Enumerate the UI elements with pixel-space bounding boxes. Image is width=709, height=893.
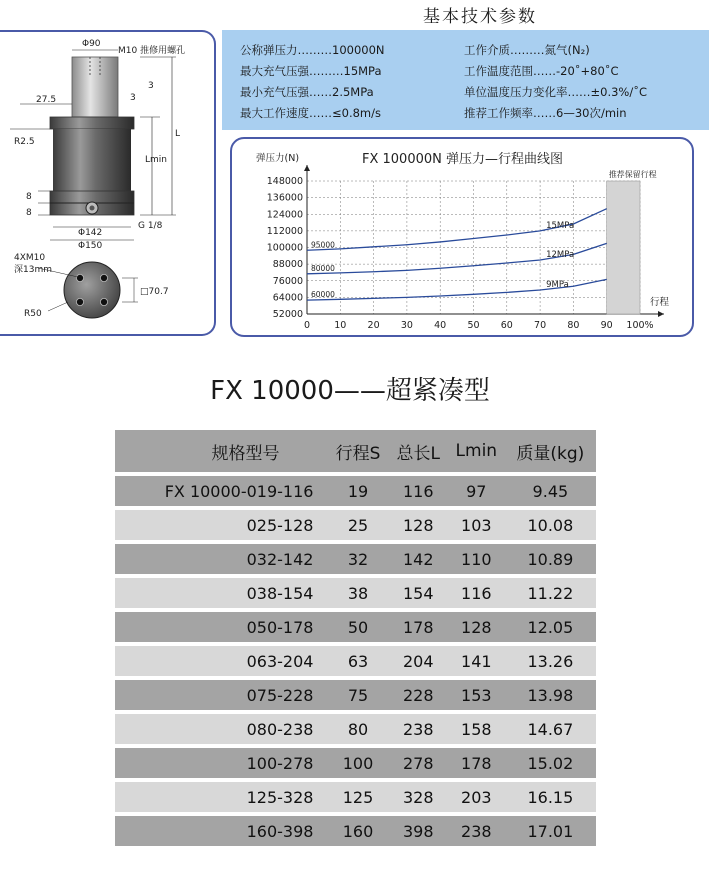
cell-lmin: 128 [448, 610, 505, 644]
table-row [115, 542, 596, 576]
x-tick-label: 50 [467, 320, 480, 331]
cell-mass: 15.02 [505, 746, 596, 780]
chart-xlabel: 行程 [650, 297, 670, 308]
technical-drawing [0, 32, 216, 338]
x-tick-label: 100% [626, 320, 654, 331]
table-header-row [115, 430, 596, 474]
cell-mass: 10.08 [505, 508, 596, 542]
table-row [115, 644, 596, 678]
cell-length: 328 [389, 780, 448, 814]
cell-lmin: 238 [448, 814, 505, 846]
chart-ticks [267, 176, 654, 331]
series-start-label: 60000 [311, 290, 335, 300]
table-row [115, 814, 596, 846]
cell-model: 100-278 [115, 746, 327, 780]
dim-length-lmin: Lmin [145, 155, 167, 165]
cell-length: 238 [389, 712, 448, 746]
cell-model: 063-204 [115, 644, 327, 678]
cell-length: 154 [389, 576, 448, 610]
y-tick-label: 64000 [272, 292, 303, 304]
series-start-label: 80000 [311, 263, 335, 273]
col-model: 规格型号 [115, 430, 327, 474]
col-length: 总长L [389, 430, 448, 474]
cylinder-top-ring [50, 117, 134, 129]
cell-stroke: 80 [327, 712, 388, 746]
model-title: FX 10000——超紧凑型 [210, 376, 490, 406]
col-lmin: Lmin [448, 430, 505, 474]
x-tick-label: 80 [567, 320, 580, 331]
x-tick-label: 40 [434, 320, 447, 331]
series-name-label: 12MPa [546, 249, 575, 260]
cell-mass: 17.01 [505, 814, 596, 846]
cell-mass: 13.98 [505, 678, 596, 712]
x-tick-label: 70 [534, 320, 547, 331]
table-row [115, 508, 596, 542]
x-tick-label: 10 [334, 320, 347, 331]
piston-rod [72, 57, 118, 117]
force-stroke-chart [232, 139, 692, 335]
dim-3b: 3 [130, 93, 136, 103]
cell-mass: 11.22 [505, 576, 596, 610]
param-row: 最大工作速度……≤0.8m/s [240, 106, 381, 120]
reserved-stroke-label: 推荐保留行程 [608, 170, 657, 179]
col-mass: 质量(kg) [505, 430, 596, 474]
cell-model: 038-154 [115, 576, 327, 610]
cell-mass: 16.15 [505, 780, 596, 814]
cell-stroke: 125 [327, 780, 388, 814]
table-row [115, 576, 596, 610]
series-start-label: 95000 [311, 240, 335, 250]
cell-mass: 9.45 [505, 474, 596, 508]
x-tick-label: 20 [367, 320, 380, 331]
dim-dia-90: Φ90 [82, 39, 101, 49]
y-tick-label: 52000 [272, 309, 303, 320]
dim-8a: 8 [26, 192, 32, 202]
table-row [115, 678, 596, 712]
cell-stroke: 100 [327, 746, 388, 780]
cell-stroke: 75 [327, 678, 388, 712]
mount-hole [76, 298, 83, 305]
chart-panel [230, 137, 694, 337]
y-tick-label: 112000 [266, 225, 303, 237]
mount-hole [100, 274, 107, 281]
cell-lmin: 178 [448, 746, 505, 780]
cell-model: 032-142 [115, 542, 327, 576]
cell-lmin: 141 [448, 644, 505, 678]
table-row [115, 746, 596, 780]
cell-stroke: 38 [327, 576, 388, 610]
cell-length: 178 [389, 610, 448, 644]
cell-stroke: 50 [327, 610, 388, 644]
table-row [115, 474, 596, 508]
dim-length-l: L [175, 129, 181, 139]
y-tick-label: 124000 [266, 209, 303, 221]
table-row [115, 780, 596, 814]
chart-title: FX 100000N 弹压力—行程曲线图 [362, 152, 563, 167]
cell-length: 116 [389, 474, 448, 508]
dim-dia-142: Φ142 [78, 228, 103, 238]
cell-stroke: 32 [327, 542, 388, 576]
x-axis-arrow [658, 311, 664, 317]
cell-model: 050-178 [115, 610, 327, 644]
table-row [115, 712, 596, 746]
x-tick-label: 0 [303, 320, 311, 331]
chart-series [307, 209, 607, 300]
cell-lmin: 153 [448, 678, 505, 712]
y-tick-label: 76000 [272, 275, 303, 287]
cell-mass: 14.67 [505, 712, 596, 746]
param-row: 最小充气压强……2.5MPa [240, 85, 374, 99]
param-row: 公称弹压力………100000N [240, 43, 385, 57]
cell-length: 228 [389, 678, 448, 712]
dim-8b: 8 [26, 208, 32, 218]
dim-square: □70.7 [140, 287, 169, 297]
spec-title: 基本技术参数 [423, 7, 537, 27]
params-panel [222, 30, 709, 130]
cell-length: 204 [389, 644, 448, 678]
chart-ylabel: 弹压力(N) [256, 153, 300, 164]
base-bottom-view [64, 262, 120, 318]
cell-model: 025-128 [115, 508, 327, 542]
cell-model: 080-238 [115, 712, 327, 746]
dim-port: G 1/8 [138, 221, 163, 231]
cell-length: 142 [389, 542, 448, 576]
y-tick-label: 148000 [266, 176, 303, 187]
mount-hole [76, 274, 83, 281]
dim-holes-note-2: 深13mm [14, 265, 52, 275]
dim-radius-top: R2.5 [14, 137, 35, 147]
series-name-label: 15MPa [546, 220, 575, 231]
cell-length: 398 [389, 814, 448, 846]
cell-stroke: 63 [327, 644, 388, 678]
param-row: 单位温度压力变化率……±0.3%/˚C [464, 85, 648, 99]
y-axis-arrow [304, 165, 310, 171]
x-tick-label: 30 [400, 320, 413, 331]
reserved-stroke-region [607, 181, 640, 314]
spec-table [115, 430, 596, 846]
mount-hole [100, 298, 107, 305]
col-stroke: 行程S [327, 430, 388, 474]
cell-stroke: 160 [327, 814, 388, 846]
param-row: 最大充气压强………15MPa [240, 64, 382, 78]
x-tick-label: 60 [500, 320, 513, 331]
cylinder-body [53, 129, 131, 191]
cell-stroke: 19 [327, 474, 388, 508]
table-row [115, 610, 596, 644]
series-name-label: 9MPa [546, 280, 569, 291]
param-row: 推荐工作频率……6—30次/min [464, 106, 627, 120]
dim-radius-base: R50 [24, 309, 42, 319]
cell-model: 075-228 [115, 678, 327, 712]
dim-dia-150: Φ150 [78, 241, 103, 251]
cell-lmin: 110 [448, 542, 505, 576]
cell-mass: 10.89 [505, 542, 596, 576]
param-row: 工作介质………氮气(N₂) [464, 43, 590, 57]
cell-length: 128 [389, 508, 448, 542]
cell-model: FX 10000-019-116 [115, 474, 327, 508]
cell-lmin: 97 [448, 474, 505, 508]
cell-lmin: 158 [448, 712, 505, 746]
dim-3a: 3 [148, 81, 154, 91]
y-tick-label: 136000 [266, 192, 303, 204]
drawing-panel [0, 30, 216, 336]
y-tick-label: 88000 [272, 259, 303, 271]
cell-mass: 13.26 [505, 644, 596, 678]
cell-length: 278 [389, 746, 448, 780]
cell-mass: 12.05 [505, 610, 596, 644]
dim-27-5: 27.5 [36, 95, 57, 105]
dim-thread-note: M10 推修用螺孔 [118, 46, 186, 56]
dim-holes-note-1: 4XM10 [14, 253, 46, 263]
cell-stroke: 25 [327, 508, 388, 542]
cell-lmin: 203 [448, 780, 505, 814]
param-row: 工作温度范围……-20˚+80˚C [464, 64, 619, 78]
x-tick-label: 90 [600, 320, 613, 331]
cell-model: 160-398 [115, 814, 327, 846]
cell-lmin: 116 [448, 576, 505, 610]
cell-model: 125-328 [115, 780, 327, 814]
y-tick-label: 100000 [266, 242, 303, 254]
cell-lmin: 103 [448, 508, 505, 542]
